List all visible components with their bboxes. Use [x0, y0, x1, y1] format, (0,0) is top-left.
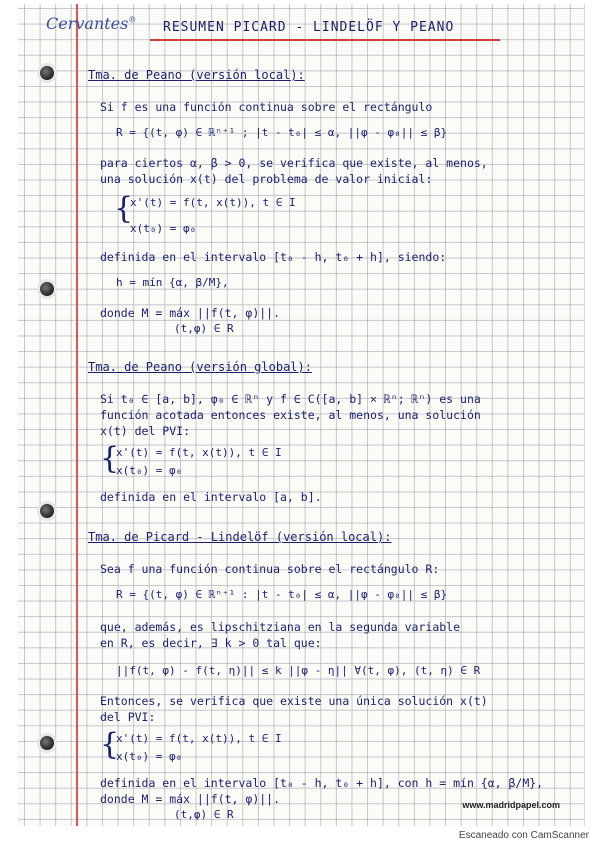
equation: ||f(t, φ) - f(t, η)|| ≤ k ||φ - η|| ∀(t, φ), (t, η) ∈ R: [116, 664, 481, 677]
text-line: en R, es decir, ∃ k > 0 tal que:: [100, 636, 322, 650]
equation: x'(t) = f(t, x(t)), t ∈ I: [130, 196, 296, 209]
brand-mark: ®: [128, 15, 137, 25]
equation: (t,φ) ∈ R: [174, 322, 234, 335]
binder-hole: [40, 736, 54, 750]
brace-icon: {: [114, 191, 134, 226]
equation: R = {(t, φ) ∈ ℝⁿ⁺¹ : |t - t₀| ≤ α, ||φ - φ₀|| ≤ β}: [116, 588, 448, 601]
brand-logo: [46, 14, 136, 33]
text-line: donde M = máx ||f(t, φ)||.: [100, 792, 281, 806]
scanner-watermark: Escaneado con CamScanner: [458, 830, 589, 841]
equation: x(t₀) = φ₀: [116, 464, 183, 477]
brace-icon: {: [100, 727, 120, 762]
margin-line: [76, 4, 78, 826]
equation: (t,φ) ∈ R: [174, 808, 234, 821]
footer-url: www.madridpapel.com: [462, 800, 560, 810]
text-line: definida en el intervalo [t₀ - h, t₀ + h], siendo:: [100, 250, 447, 264]
brand-name: Cervantes: [46, 14, 129, 33]
text-line: Si f es una función continua sobre el rectángulo: [100, 100, 433, 114]
binder-hole: [40, 282, 54, 296]
heading-peano-local: Tma. de Peano (versión local):: [88, 68, 305, 82]
binder-hole: [40, 504, 54, 518]
binder-hole: [40, 66, 54, 80]
equation: h = mín {α, β/M},: [116, 276, 229, 289]
text-line: definida en el intervalo [t₀ - h, t₀ + h], con h = mín {α, β/M},: [100, 776, 544, 790]
text-line: x(t) del PVI:: [100, 424, 191, 438]
notebook-page: [18, 4, 585, 826]
text-line: función acotada entonces existe, al menos, una solución: [100, 408, 481, 422]
equation: x(t₀) = φ₀: [116, 750, 183, 763]
text-line: para ciertos α, β > 0, se verifica que existe, al menos,: [100, 156, 488, 170]
equation: R = {(t, φ) ∈ ℝⁿ⁺¹ ; |t - t₀| ≤ α, ||φ - φ₀|| ≤ β}: [116, 126, 448, 139]
text-line: que, además, es lipschitziana en la segunda variable: [100, 620, 461, 634]
text-line: definida en el intervalo [a, b].: [100, 490, 322, 504]
heading-picard-local: Tma. de Picard - Lindelöf (versión local):: [88, 530, 392, 544]
text-line: donde M = máx ||f(t, φ)||.: [100, 306, 281, 320]
equation: x'(t) = f(t, x(t)), t ∈ I: [116, 446, 282, 459]
equation: x(t₀) = φ₀: [130, 222, 197, 235]
text-line: una solución x(t) del problema de valor inicial:: [100, 172, 433, 186]
text-line: Si t₀ ∈ [a, b], φ₀ ∈ ℝⁿ y f ∈ C([a, b] × ℝⁿ; ℝⁿ) es una: [100, 392, 481, 406]
text-line: Entonces, se verifica que existe una única solución x(t): [100, 694, 488, 708]
equation: x'(t) = f(t, x(t)), t ∈ I: [116, 732, 282, 745]
heading-peano-global: Tma. de Peano (versión global):: [88, 360, 312, 374]
text-line: del PVI:: [100, 710, 156, 724]
title-underline: [150, 39, 500, 41]
text-line: Sea f una función continua sobre el rectángulo R:: [100, 562, 440, 576]
brace-icon: {: [100, 441, 120, 476]
page-title: RESUMEN PICARD - LINDELÖF Y PEANO: [163, 20, 455, 35]
